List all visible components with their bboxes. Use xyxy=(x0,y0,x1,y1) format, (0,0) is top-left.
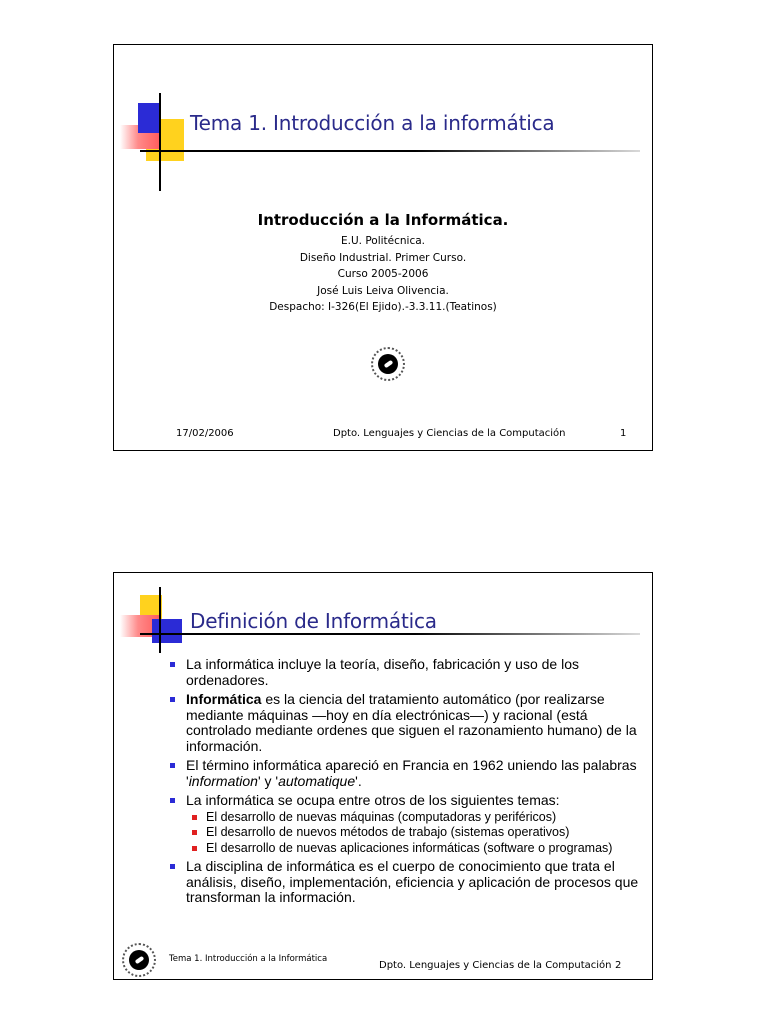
footer-date: 17/02/2006 xyxy=(176,428,234,439)
bullet-list xyxy=(164,657,639,910)
list-item xyxy=(164,692,639,754)
slide-2 xyxy=(113,572,653,980)
bullet-icon xyxy=(170,798,175,803)
main-heading: Introducción a la Informática. xyxy=(257,211,509,229)
bullet-text: La informática se ocupa entre otros de los siguientes temas: xyxy=(186,792,560,808)
list-item xyxy=(164,657,639,688)
bullet-italic-word: information xyxy=(188,772,258,789)
bullet-text: es la ciencia del tratamiento automático (por realizarse mediante máquinas —hoy en día electrónicas—) y racional (está controlado mediante ordenes que siguen el razonamiento humano) de la información. xyxy=(186,691,637,754)
footer-department: Dpto. Lenguajes y Ciencias de la Computación xyxy=(379,960,612,971)
slide-title: Definición de Informática xyxy=(190,609,437,633)
footer-page-number: 2 xyxy=(615,960,622,971)
bullet-icon xyxy=(170,864,175,869)
bullet-text: La informática incluye la teoría, diseño, fabricación y uso de los ordenadores. xyxy=(186,656,579,688)
info-line: Despacho: I-326(El Ejido).-3.3.11.(Teatinos) xyxy=(269,301,497,313)
info-line: Diseño Industrial. Primer Curso. xyxy=(299,251,467,264)
university-seal-icon xyxy=(371,347,405,381)
slide-title: Tema 1. Introducción a la informática xyxy=(190,111,555,135)
sub-list-item xyxy=(186,811,639,825)
title-block xyxy=(114,211,652,316)
bullet-text: ' y ' xyxy=(257,772,279,789)
info-line: Curso 2005-2006 xyxy=(337,268,429,280)
sub-bullet-icon xyxy=(192,815,197,820)
bullet-icon xyxy=(170,763,175,768)
footer-topic: Tema 1. Introducción a la Informática xyxy=(169,954,328,964)
sub-list-item xyxy=(186,826,639,840)
university-seal-icon xyxy=(122,943,156,977)
sub-bullet-icon xyxy=(192,846,197,851)
bullet-text: '. xyxy=(355,772,362,789)
list-item xyxy=(164,859,639,906)
sub-bullet-list xyxy=(186,811,639,856)
slide-1 xyxy=(113,44,653,451)
info-line: E.U. Politécnica. xyxy=(340,235,425,247)
footer-department: Dpto. Lenguajes y Ciencias de la Computación xyxy=(333,428,566,439)
list-item xyxy=(164,758,639,789)
sub-bullet-text: El desarrollo de nuevos métodos de trabajo (sistemas operativos) xyxy=(206,825,570,839)
bullet-bold-term: Informática xyxy=(186,691,262,707)
sub-list-item xyxy=(186,842,639,856)
list-item xyxy=(164,793,639,855)
bullet-icon xyxy=(170,697,175,702)
sub-bullet-text: El desarrollo de nuevas aplicaciones informáticas (software o programas) xyxy=(206,840,613,855)
sub-bullet-text: El desarrollo de nuevas máquinas (computadoras y periféricos) xyxy=(206,809,557,824)
info-line: José Luis Leiva Olivencia. xyxy=(317,284,449,297)
bullet-icon xyxy=(170,662,175,667)
bullet-text: El término informática apareció en Francia en 1962 uniendo las palabras ' xyxy=(186,757,637,789)
bullet-text: La disciplina de informática es el cuerpo de conocimiento que trata el análisis, diseño, implementación, eficiencia y aplicación de procesos que transforman la información. xyxy=(186,858,639,905)
sub-bullet-icon xyxy=(192,830,197,835)
footer-page-number: 1 xyxy=(620,428,627,439)
bullet-italic-word: automatique xyxy=(278,772,356,789)
